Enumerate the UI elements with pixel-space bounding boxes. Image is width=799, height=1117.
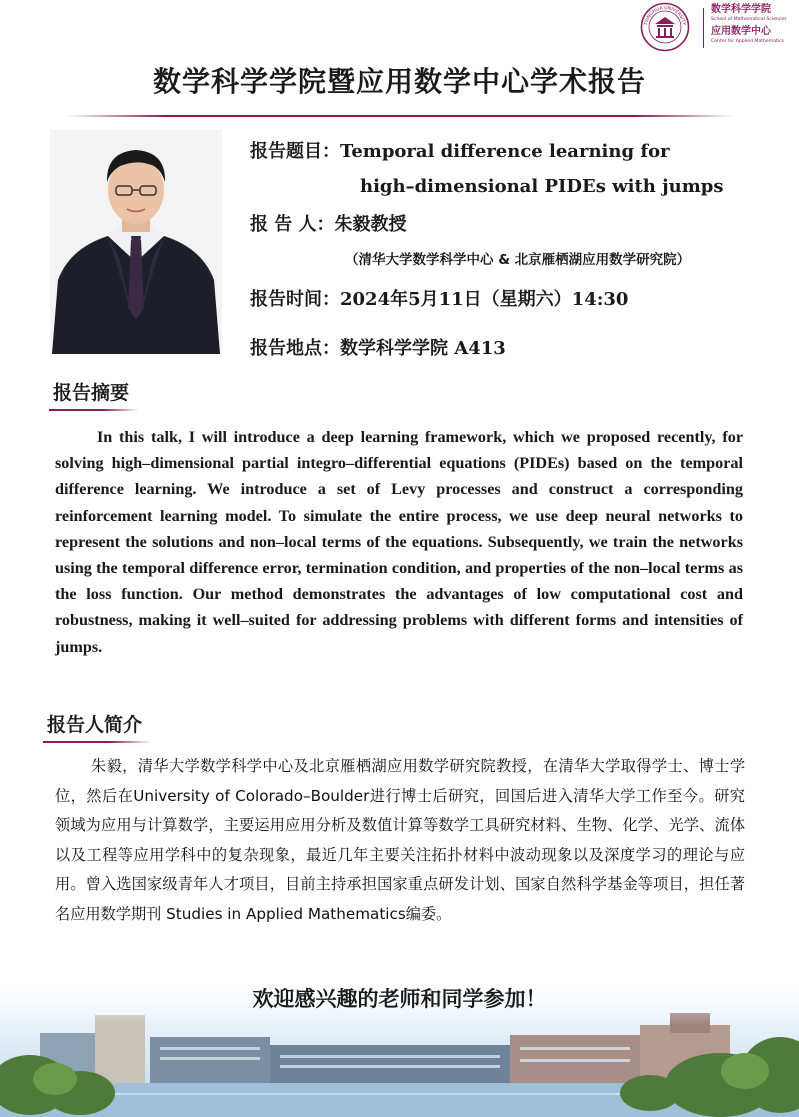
talk-title-line1: Temporal difference learning for [340,141,670,162]
page-title: 数学科学学院暨应用数学中心学术报告 [152,65,646,98]
talk-place: 数学科学学院 A413 [340,338,506,359]
speaker-row [250,212,407,238]
welcome-message: 欢迎感兴趣的老师和同学参加！ [252,987,547,1011]
abstract-heading: 报告摘要 [53,378,129,409]
speaker-label: 报 告 人： [250,214,335,235]
bio-heading: 报告人简介 [47,710,142,741]
speaker-affiliation: （清华大学数学科学中心 & 北京雁栖湖应用数学研究院） [345,252,691,268]
university-seal-icon [640,2,690,52]
abstract-text: In this talk, I will introduce a deep learning framework, which we proposed recently, for solving high–dimensional partial integro–differential equations (PIDEs) based on the temporal difference learning. We introduce a set of Levy processes and construct a corresponding reinforcement learning model. To simulate the entire process, we use deep neural networks to represent the solutions and non–local terms of the equations. Subsequently, we train the networks using the temporal difference error, termination condition, and properties of the non–local terms as the loss function. Our method demonstrates the advantages of low computational cost and robustness, making it well–suited for addressing problems with different forms and intensities of jumps. [55,428,743,656]
logo-center-cn: 应用数学中心 [711,26,771,37]
title-underline [65,115,735,117]
logo-school-en: School of Mathematical Sciences [711,17,787,22]
bio-text: 朱毅，清华大学数学科学中心及北京雁栖湖应用数学研究院教授，在清华大学取得学士、博士学位，然后在University of Colorado–Boulder进行博士后研究，回国后进入清华大学工作至今。研究领域为应用与计算数学，主要运用应用分析及数值计算等数学工具研究材料、生物、化学、光学、流体以及工程等应用学科中的复杂现象，最近几年主要关注拓扑材料中波动现象以及深度学习的理论与应用。曾入选国家级青年人才项目，目前主持承担国家重点研发计划、国家自然科学基金等项目，担任著名应用数学期刊 Studies in Applied Mathematics编委。 [55,757,745,923]
logo-school-cn: 数学科学学院 [711,4,771,15]
svg-text:TSINGHUA UNIVERSITY: TSINGHUA UNIVERSITY [644,5,686,26]
logo-center-en: Center for Applied Mathematics [711,39,785,44]
place-label: 报告地点： [250,338,340,359]
time-row [250,287,628,313]
time-label: 报告时间： [250,289,340,310]
speaker-name: 朱毅教授 [334,214,407,235]
school-logo [640,2,795,52]
talk-title-line2: high–dimensional PIDEs with jumps [360,176,724,197]
place-row [250,336,506,362]
talk-time: 2024年5月11日（星期六）14:30 [340,289,629,310]
talk-title-row [250,139,670,165]
logo-divider [703,8,704,48]
logo-text [711,4,797,45]
talk-title-label: 报告题目： [250,141,340,162]
speaker-photo [50,130,222,354]
